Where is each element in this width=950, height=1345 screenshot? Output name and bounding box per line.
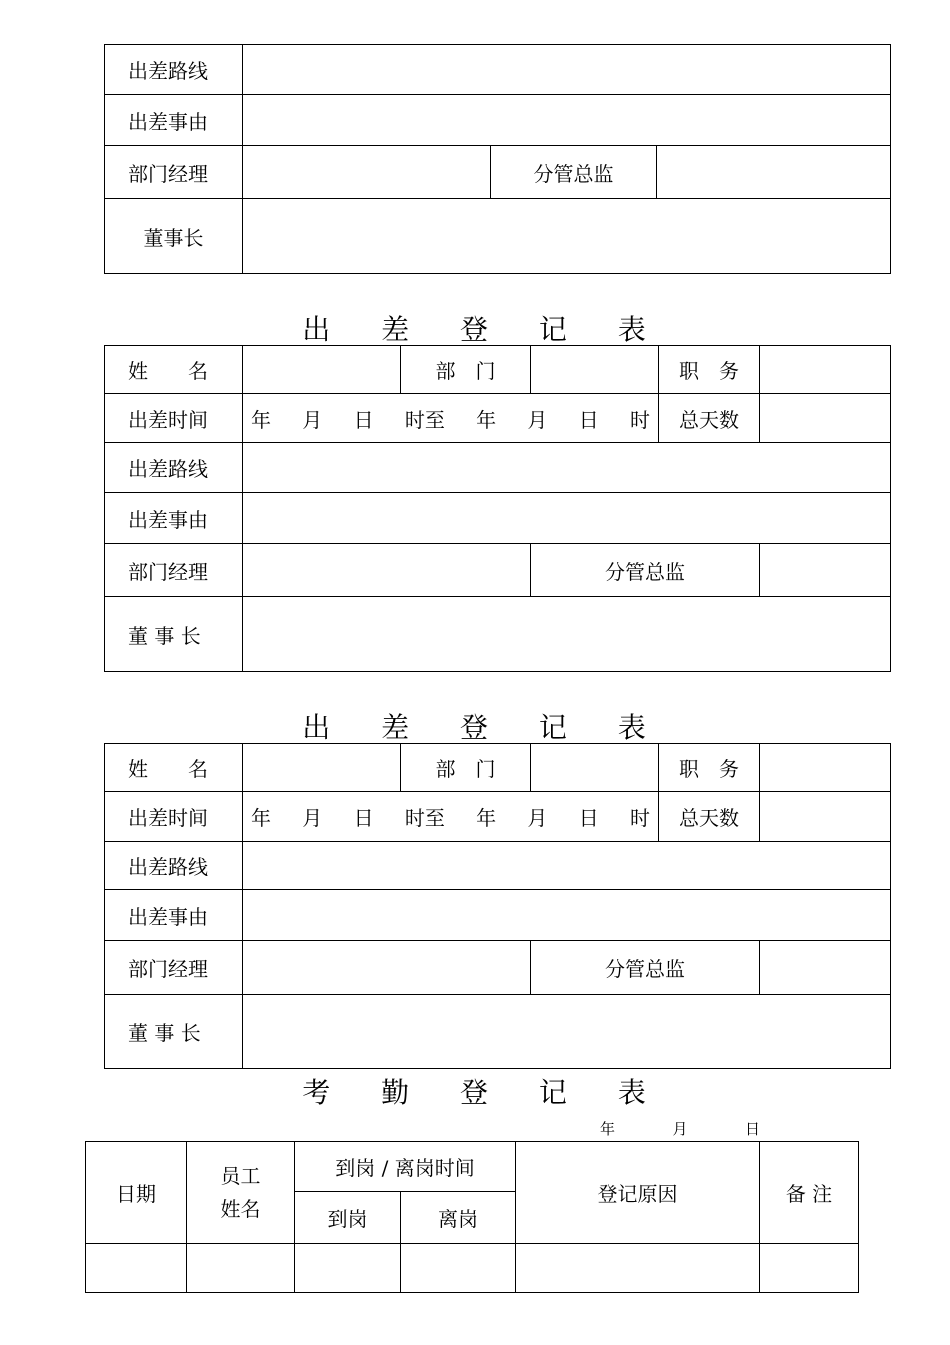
route-label: 出差路线	[105, 45, 243, 95]
position-label: 职 务	[659, 346, 760, 394]
dept-manager-label: 部门经理	[105, 941, 243, 995]
employee-name-cell[interactable]	[187, 1244, 295, 1293]
date-header: 日期	[86, 1142, 187, 1244]
day-to: 日	[578, 407, 599, 432]
employee-name-line-1: 员工	[220, 1163, 261, 1188]
reason-header: 登记原因	[516, 1142, 760, 1244]
remark-cell[interactable]	[760, 1244, 859, 1293]
hour-to: 时至	[404, 407, 445, 432]
dept-label: 部 门	[401, 744, 531, 792]
dept-manager-field[interactable]	[243, 941, 531, 995]
director-field[interactable]	[760, 544, 891, 597]
month-to: 月	[527, 806, 548, 830]
position-label: 职 务	[659, 744, 760, 792]
chairman-label: 董 事 长	[105, 597, 243, 672]
trip-form-3	[104, 743, 891, 1069]
trip-form-2-title: 出 差 登 记 表	[302, 313, 648, 346]
director-label: 分管总监	[491, 146, 657, 199]
name-label: 姓 名	[105, 346, 243, 394]
arrive-leave-time-header: 到岗 / 离岗时间	[295, 1142, 516, 1192]
route-field[interactable]	[243, 842, 891, 890]
month-to: 月	[527, 407, 548, 432]
leave-cell[interactable]	[401, 1244, 516, 1293]
name-label: 姓 名	[105, 744, 243, 792]
chairman-field[interactable]	[243, 199, 891, 274]
employee-name-header	[187, 1142, 295, 1244]
reason-label: 出差事由	[105, 493, 243, 544]
trip-form-1-partial	[104, 44, 891, 274]
day-from: 日	[353, 806, 374, 830]
year-from: 年	[251, 806, 271, 830]
dept-manager-label: 部门经理	[105, 544, 243, 597]
trip-form-2	[104, 345, 891, 672]
date-year: 年	[600, 1120, 616, 1138]
total-days-field[interactable]	[760, 792, 891, 842]
name-field[interactable]	[243, 744, 401, 792]
chairman-field[interactable]	[243, 995, 891, 1069]
trip-form-3-title: 出 差 登 记 表	[302, 711, 648, 744]
reason-cell[interactable]	[516, 1244, 760, 1293]
attendance-date-line	[600, 1118, 760, 1139]
chairman-label: 董事长	[105, 199, 243, 274]
date-cell[interactable]	[86, 1244, 187, 1293]
trip-time-label: 出差时间	[105, 394, 243, 443]
arrive-header: 到岗	[295, 1192, 401, 1244]
chairman-label: 董 事 长	[105, 995, 243, 1069]
year-from: 年	[251, 407, 271, 432]
reason-field[interactable]	[243, 890, 891, 941]
leave-header: 离岗	[401, 1192, 516, 1244]
director-field[interactable]	[657, 146, 891, 199]
total-days-label: 总天数	[659, 792, 760, 842]
reason-label: 出差事由	[105, 95, 243, 146]
position-field[interactable]	[760, 346, 891, 394]
director-label: 分管总监	[531, 941, 760, 995]
reason-field[interactable]	[243, 95, 891, 146]
total-days-field[interactable]	[760, 394, 891, 443]
chairman-field[interactable]	[243, 597, 891, 672]
dept-field[interactable]	[531, 744, 659, 792]
month-from: 月	[302, 407, 323, 432]
employee-name-line-2: 姓名	[220, 1196, 261, 1221]
hour-end: 时	[629, 407, 650, 432]
trip-time-field[interactable]	[243, 792, 659, 842]
total-days-label: 总天数	[659, 394, 760, 443]
date-day: 日	[744, 1120, 760, 1138]
hour-to: 时至	[404, 806, 445, 830]
dept-manager-label: 部门经理	[105, 146, 243, 199]
dept-manager-field[interactable]	[243, 544, 531, 597]
month-from: 月	[302, 806, 323, 830]
reason-field[interactable]	[243, 493, 891, 544]
day-to: 日	[578, 806, 599, 830]
dept-field[interactable]	[531, 346, 659, 394]
hour-end: 时	[629, 806, 650, 830]
trip-time-label: 出差时间	[105, 792, 243, 842]
day-from: 日	[353, 407, 374, 432]
name-field[interactable]	[243, 346, 401, 394]
date-month: 月	[672, 1120, 688, 1138]
year-to: 年	[476, 806, 497, 830]
arrive-cell[interactable]	[295, 1244, 401, 1293]
route-label: 出差路线	[105, 842, 243, 890]
route-field[interactable]	[243, 443, 891, 493]
reason-label: 出差事由	[105, 890, 243, 941]
year-to: 年	[476, 407, 497, 432]
route-label: 出差路线	[105, 443, 243, 493]
remark-header: 备 注	[760, 1142, 859, 1244]
dept-label: 部 门	[401, 346, 531, 394]
attendance-title: 考 勤 登 记 表	[302, 1076, 648, 1109]
trip-time-field[interactable]	[243, 394, 659, 443]
director-label: 分管总监	[531, 544, 760, 597]
position-field[interactable]	[760, 744, 891, 792]
director-field[interactable]	[760, 941, 891, 995]
dept-manager-field[interactable]	[243, 146, 491, 199]
attendance-table	[85, 1141, 859, 1293]
route-field[interactable]	[243, 45, 891, 95]
